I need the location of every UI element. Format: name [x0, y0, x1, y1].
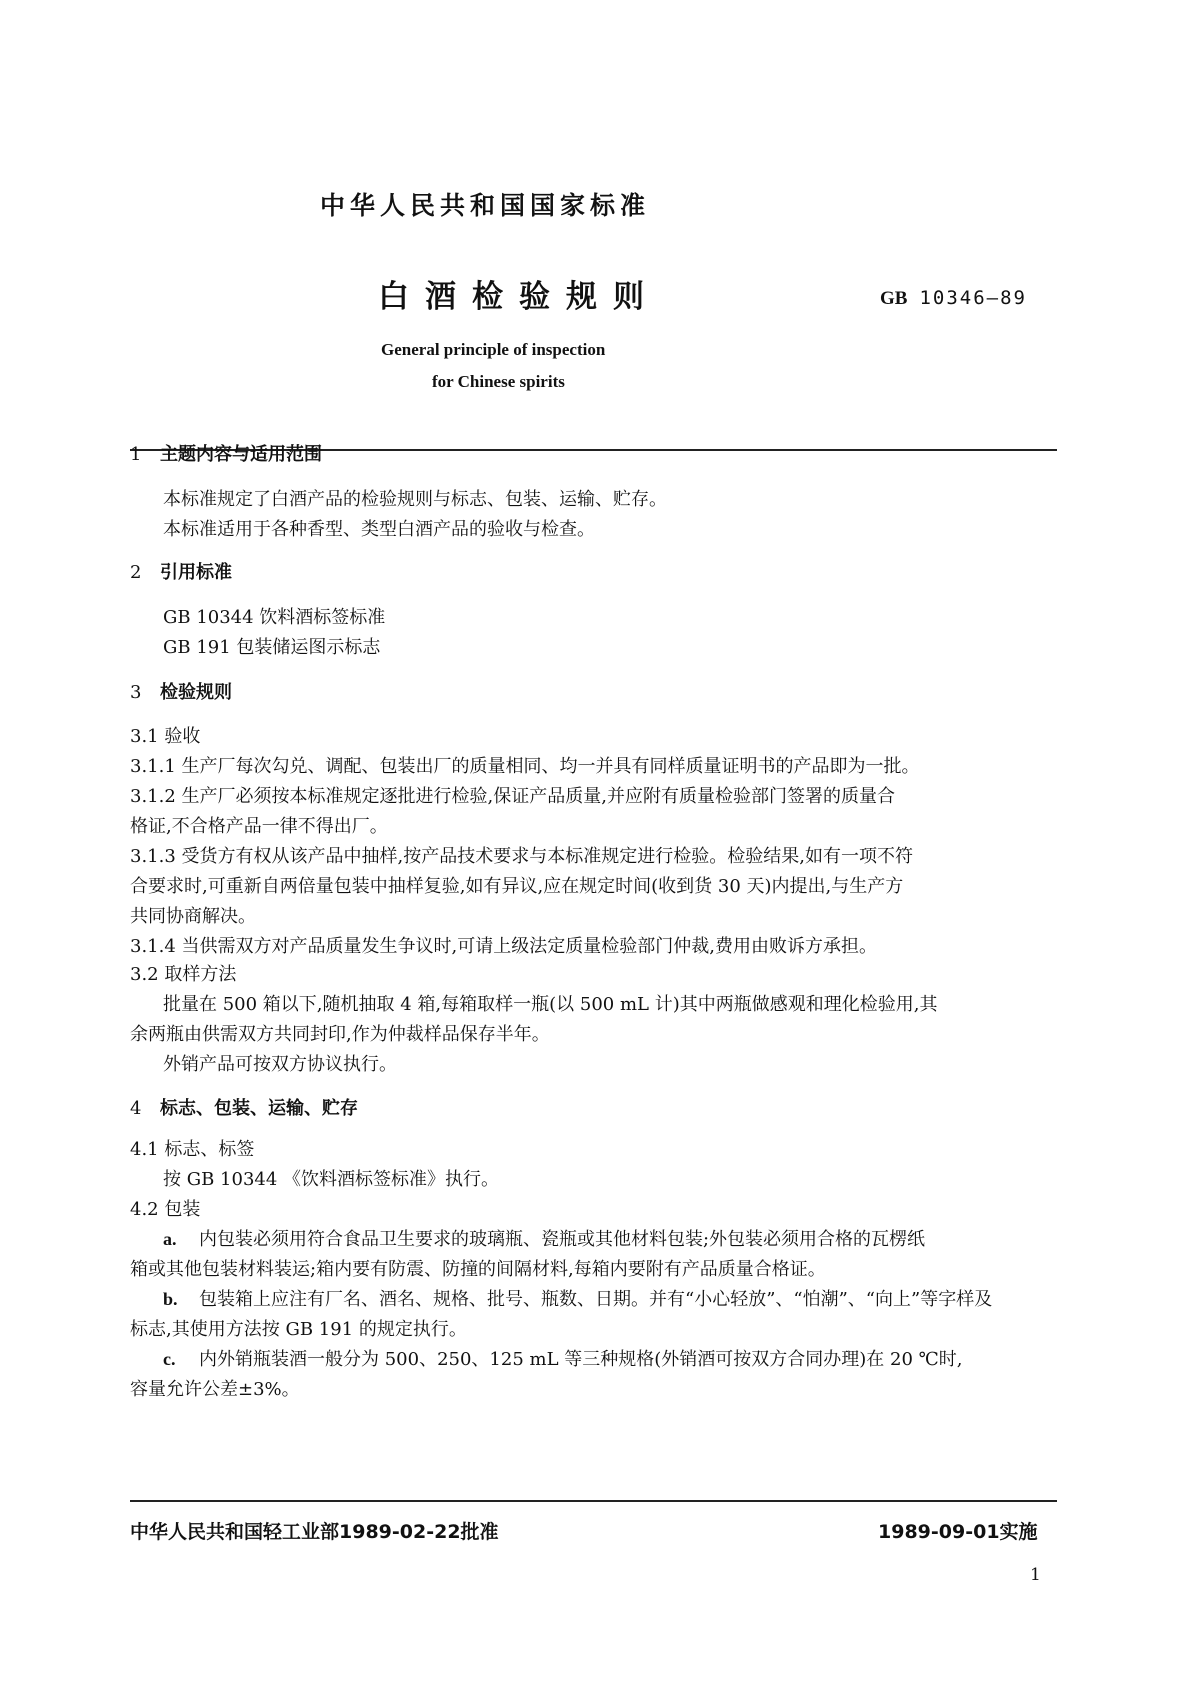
paragraph: 本标准规定了白酒产品的检验规则与标志、包装、运输、贮存。 — [163, 489, 667, 510]
section-number: 4 — [130, 1098, 142, 1119]
section-title: 主题内容与适用范围 — [160, 444, 322, 465]
section-1-heading — [130, 440, 322, 466]
list-marker: c. — [163, 1349, 176, 1369]
list-item-b — [163, 1285, 992, 1311]
list-item-a — [163, 1225, 925, 1251]
paragraph-continued: 余两瓶由供需双方共同封印,作为仲裁样品保存半年。 — [130, 1024, 550, 1045]
english-title-line-2: for Chinese spirits — [432, 372, 565, 391]
list-marker: a. — [163, 1229, 177, 1249]
paragraph: 按 GB 10344 《饮料酒标签标准》执行。 — [163, 1169, 500, 1190]
paragraph: 本标准适用于各种香型、类型白酒产品的验收与检查。 — [163, 519, 595, 540]
english-title-line-1: General principle of inspection — [381, 340, 606, 359]
list-text: 内包装必须用符合食品卫生要求的玻璃瓶、瓷瓶或其他材料包装;外包装必须用合格的瓦楞纸 — [199, 1229, 926, 1250]
subsection-heading: 4.1 标志、标签 — [130, 1139, 255, 1160]
clause: 3.1.3 受货方有权从该产品中抽样,按产品技术要求与本标准规定进行检验。检验结果,如有一项不符 — [130, 846, 913, 867]
section-4-heading — [130, 1094, 358, 1120]
national-standard-heading: 中华人民共和国国家标准 — [320, 191, 651, 220]
clause-continued: 格证,不合格产品一律不得出厂。 — [130, 816, 388, 837]
section-number: 3 — [130, 682, 142, 703]
standard-prefix: GB — [880, 288, 908, 309]
subsection-heading: 3.2 取样方法 — [130, 964, 237, 985]
clause: 3.1.2 生产厂必须按本标准规定逐批进行检验,保证产品质量,并应附有质量检验部门签署的质量合 — [130, 786, 895, 807]
clause: 3.1.4 当供需双方对产品质量发生争议时,可请上级法定质量检验部门仲裁,费用由败诉方承担。 — [130, 936, 877, 957]
standard-code: 10346—89 — [919, 287, 1027, 309]
subsection-heading: 4.2 包装 — [130, 1199, 201, 1220]
section-3-heading — [130, 678, 232, 704]
approval-line: 中华人民共和国轻工业部1989-02-22批准 — [130, 1521, 499, 1543]
list-marker: b. — [163, 1289, 178, 1309]
list-text: 包装箱上应注有厂名、酒名、规格、批号、瓶数、日期。并有“小心轻放”、“怕潮”、“向上”等字样及 — [199, 1289, 993, 1310]
subsection-heading: 3.1 验收 — [130, 726, 201, 747]
reference-item: GB 191 包装储运图示标志 — [163, 637, 381, 658]
footer-divider — [130, 1500, 1057, 1502]
standard-number — [880, 287, 1027, 310]
paragraph: 外销产品可按双方协议执行。 — [163, 1054, 397, 1075]
section-number: 2 — [130, 562, 142, 583]
list-item-c — [163, 1345, 963, 1371]
clause-continued: 共同协商解决。 — [130, 906, 256, 927]
list-item-continued: 容量允许公差±3%。 — [130, 1379, 300, 1400]
list-item-continued: 标志,其使用方法按 GB 191 的规定执行。 — [130, 1319, 467, 1340]
list-item-continued: 箱或其他包装材料装运;箱内要有防震、防撞的间隔材料,每箱内要附有产品质量合格证。 — [130, 1259, 826, 1280]
document-title: 白酒检验规则 — [378, 279, 660, 315]
list-text: 内外销瓶装酒一般分为 500、250、125 mL 等三种规格(外销酒可按双方合同办理)在 20 ℃时, — [199, 1349, 963, 1370]
effective-date: 1989-09-01实施 — [878, 1521, 1038, 1543]
section-number: 1 — [130, 444, 142, 465]
reference-item: GB 10344 饮料酒标签标准 — [163, 607, 386, 628]
section-title: 引用标准 — [160, 562, 232, 583]
section-2-heading — [130, 558, 232, 584]
clause: 3.1.1 生产厂每次勾兑、调配、包装出厂的质量相同、均一并具有同样质量证明书的产品即为一批。 — [130, 756, 920, 777]
paragraph: 批量在 500 箱以下,随机抽取 4 箱,每箱取样一瓶(以 500 mL 计)其中两瓶做感观和理化检验用,其 — [163, 994, 938, 1015]
section-title: 标志、包装、运输、贮存 — [160, 1098, 358, 1119]
page-number: 1 — [1030, 1565, 1041, 1585]
clause-continued: 合要求时,可重新自两倍量包装中抽样复验,如有异议,应在规定时间(收到货 30 天)内提出,与生产方 — [130, 876, 904, 897]
section-title: 检验规则 — [160, 682, 232, 703]
